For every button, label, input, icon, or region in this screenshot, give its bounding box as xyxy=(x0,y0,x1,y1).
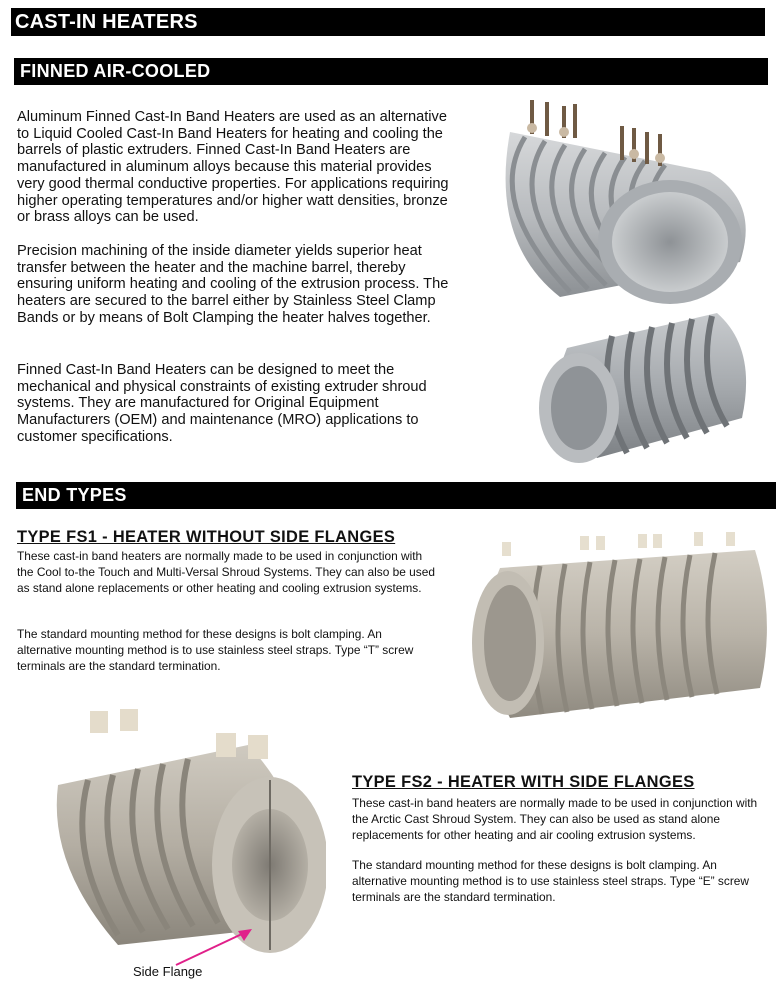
section-banner-finned xyxy=(14,58,768,85)
side-flange-caption: Side Flange xyxy=(133,964,203,979)
fs2-heater-image xyxy=(48,705,326,955)
fs1-paragraph-2: The standard mounting method for these designs is bolt clamping. An alternative mounting method is to use stainless steel straps. Type “T” screw terminals are the standard termination. xyxy=(17,627,414,673)
intro-paragraph-3: Finned Cast-In Band Heaters can be designed to meet the mechanical and physical constraints of existing extruder shroud systems. They are manufactured for Original Equipment Manufacturers (OEM) and maintenance (MRO) applications to customer specifications. xyxy=(17,362,427,445)
intro-paragraph-2: Precision machining of the inside diameter yields superior heat transfer between the heater and the machine barrel, thereby ensuring uniform heating and cooling of the extrusion process. The heaters are secured to the barrel either by Stainless Steel Clamp Bands or by means of Bolt Clamping the heater halves together. xyxy=(17,243,449,326)
intro-paragraph-1: Aluminum Finned Cast-In Band Heaters are used as an alternative to Liquid Cooled Cast-In Band Heaters for heating and cooling the barrels of plastic extruders. Finned Cast-In Band Heaters are manufactured in aluminum alloys because this material provides very good thermal conductive properties. For applications requiring higher operating temperatures and/or higher watt densities, bronze or brass alloys can be used. xyxy=(17,109,449,226)
section-title-end-types: END TYPES xyxy=(22,485,127,505)
side-flange-arrow xyxy=(170,925,260,969)
finned-heater-image-large xyxy=(470,92,770,312)
fs2-paragraph-1: These cast-in band heaters are normally made to be used in conjunction with the Arctic Cast Shroud System. They can also be used as stand alone replacements for other heating and air cooling extrusion systems. xyxy=(352,796,758,842)
finned-heater-image-small xyxy=(537,308,757,468)
fs2-paragraph-2: The standard mounting method for these designs is bolt clamping. An alternative mounting method is to use stainless steel straps. Type “E” screw terminals are the standard termination. xyxy=(352,858,749,904)
section-banner-end-types xyxy=(16,482,776,509)
fs1-heater-image xyxy=(470,528,776,720)
fs1-paragraph-1: These cast-in band heaters are normally made to be used in conjunction with the Cool to-the Touch and Multi-Versal Shroud Systems. They can also be used as stand alone replacements or other heating and cooling extrusion systems. xyxy=(17,549,435,595)
fs1-heading: TYPE FS1 - HEATER WITHOUT SIDE FLANGES xyxy=(17,528,396,546)
fs2-heading: TYPE FS2 - HEATER WITH SIDE FLANGES xyxy=(352,773,695,791)
page-title: CAST-IN HEATERS xyxy=(15,11,198,33)
page-title-banner xyxy=(11,8,765,36)
section-title-finned: FINNED AIR-COOLED xyxy=(20,61,211,81)
